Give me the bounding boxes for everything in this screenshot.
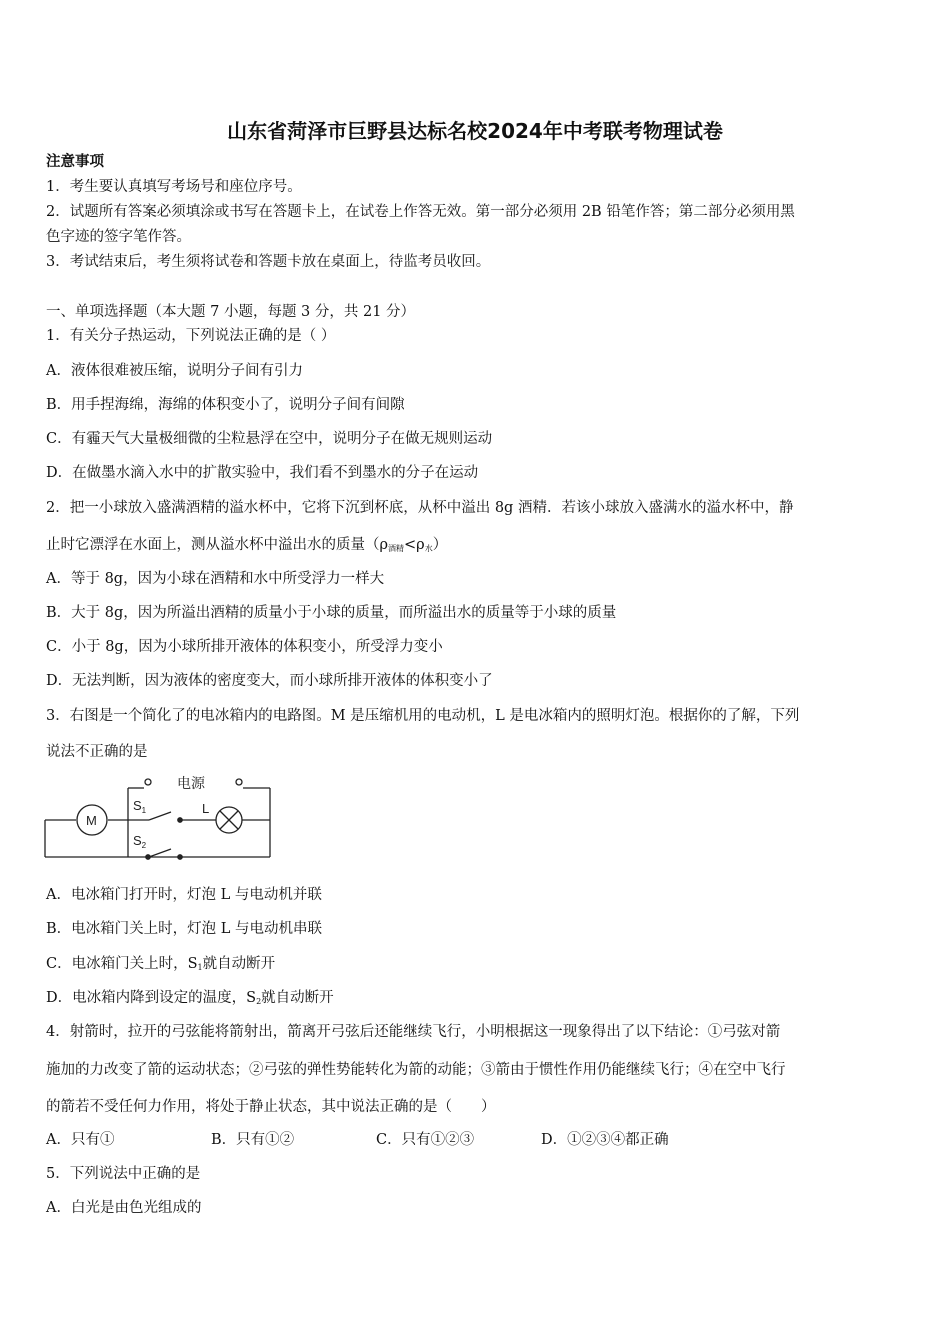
q4-options	[46, 1131, 669, 1149]
lamp-label: L	[202, 801, 210, 816]
notice-heading: 注意事项	[46, 153, 104, 170]
motor-label: M	[86, 813, 97, 828]
s1-label: $S_1$	[133, 798, 147, 815]
switch-s2	[149, 849, 171, 857]
q4-stem-line2: 施加的力改变了箭的运动状态；②弓弦的弹性势能转化为箭的动能；③箭由于惯性作用仍能继续飞行；④在空中飞行	[46, 1062, 786, 1078]
q5-stem: 5．下列说法中正确的是	[46, 1166, 201, 1182]
s2-label: $S_2$	[133, 833, 147, 850]
q4-option-d: D．①②③④都正确	[541, 1132, 669, 1148]
page-title: 山东省菏泽市巨野县达标名校2024年中考联考物理试卷	[227, 119, 723, 143]
q4-stem-line3: 的箭若不受任何力作用，将处于静止状态，其中说法正确的是（ ）	[46, 1099, 496, 1115]
q4-option-b: B．只有①②	[211, 1132, 295, 1148]
q3-option-b: B．电冰箱门关上时，灯泡 L 与电动机串联	[46, 921, 323, 937]
q3-stem-line2: 说法不正确的是	[46, 744, 148, 760]
q2-option-d: D．无法判断，因为液体的密度变大，而小球所排开液体的体积变小了	[46, 673, 493, 689]
q5-option-a: A．白光是由色光组成的	[46, 1200, 202, 1216]
q2-stem-line1: 2．把一小球放入盛满酒精的溢水杯中，它将下沉到杯底，从杯中溢出 8g 酒精．若该小球放入盛满水的溢水杯中，静	[46, 500, 794, 516]
q2-option-a: A．等于 8g，因为小球在酒精和水中所受浮力一样大	[46, 571, 385, 587]
q3-stem-line1: 3．右图是一个简化了的电冰箱内的电路图。M 是压缩机用的电动机，L 是电冰箱内的照明灯泡。根据你的了解，下列	[46, 708, 800, 724]
notice-item-2-cont: 色字迹的签字笔作答。	[46, 229, 191, 245]
notice-item-3: 3．考试结束后，考生须将试卷和答题卡放在桌面上，待监考员收回。	[46, 254, 491, 270]
notice-item-1: 1．考生要认真填写考场号和座位序号。	[46, 179, 302, 195]
source-terminal-left	[145, 779, 151, 785]
q3-option-a: A．电冰箱门打开时，灯泡 L 与电动机并联	[46, 887, 322, 903]
section-heading: 一、单项选择题（本大题 7 小题，每题 3 分，共 21 分）	[46, 304, 416, 320]
q1-option-b: B．用手捏海绵，海绵的体积变小了，说明分子间有间隙	[46, 397, 405, 413]
notice-item-2: 2．试题所有答案必须填涂或书写在答题卡上，在试卷上作答无效。第一部分必须用 2B 铅笔作答；第二部分必须用黑	[46, 204, 795, 220]
source-label: 电源	[177, 775, 205, 791]
q1-stem: 1．有关分子热运动，下列说法正确的是（ ）	[46, 328, 336, 344]
q1-option-c: C．有霾天气大量极细微的尘粒悬浮在空中，说明分子在做无规则运动	[46, 431, 493, 447]
q3-option-c: C．电冰箱门关上时，$S_1$就自动断开	[46, 956, 276, 972]
q4-option-a: A．只有①	[46, 1132, 115, 1148]
q2-option-b: B．大于 8g，因为所溢出酒精的质量小于小球的质量，而所溢出水的质量等于小球的质量	[46, 605, 617, 621]
q1-option-a: A．液体很难被压缩，说明分子间有引力	[46, 363, 303, 379]
switch-s1	[149, 812, 171, 820]
q4-stem-line1: 4．射箭时，拉开的弓弦能将箭射出，箭离开弓弦后还能继续飞行，小明根据这一现象得出了以下结论：①弓弦对箭	[46, 1024, 781, 1040]
circuit-diagram	[40, 768, 280, 864]
q2-stem-line2: 止时它漂浮在水面上，测从溢水杯中溢出水的质量$(\rho_{酒精}<\rho_水)$	[46, 537, 448, 553]
q4-option-c: C．只有①②③	[376, 1132, 475, 1148]
source-terminal-right	[236, 779, 242, 785]
q1-option-d: D．在做墨水滴入水中的扩散实验中，我们看不到墨水的分子在运动	[46, 465, 479, 481]
q2-option-c: C．小于 8g，因为小球所排开液体的体积变小，所受浮力变小	[46, 639, 443, 655]
q3-option-d: D．电冰箱内降到设定的温度，$S_2$就自动断开	[46, 990, 334, 1006]
